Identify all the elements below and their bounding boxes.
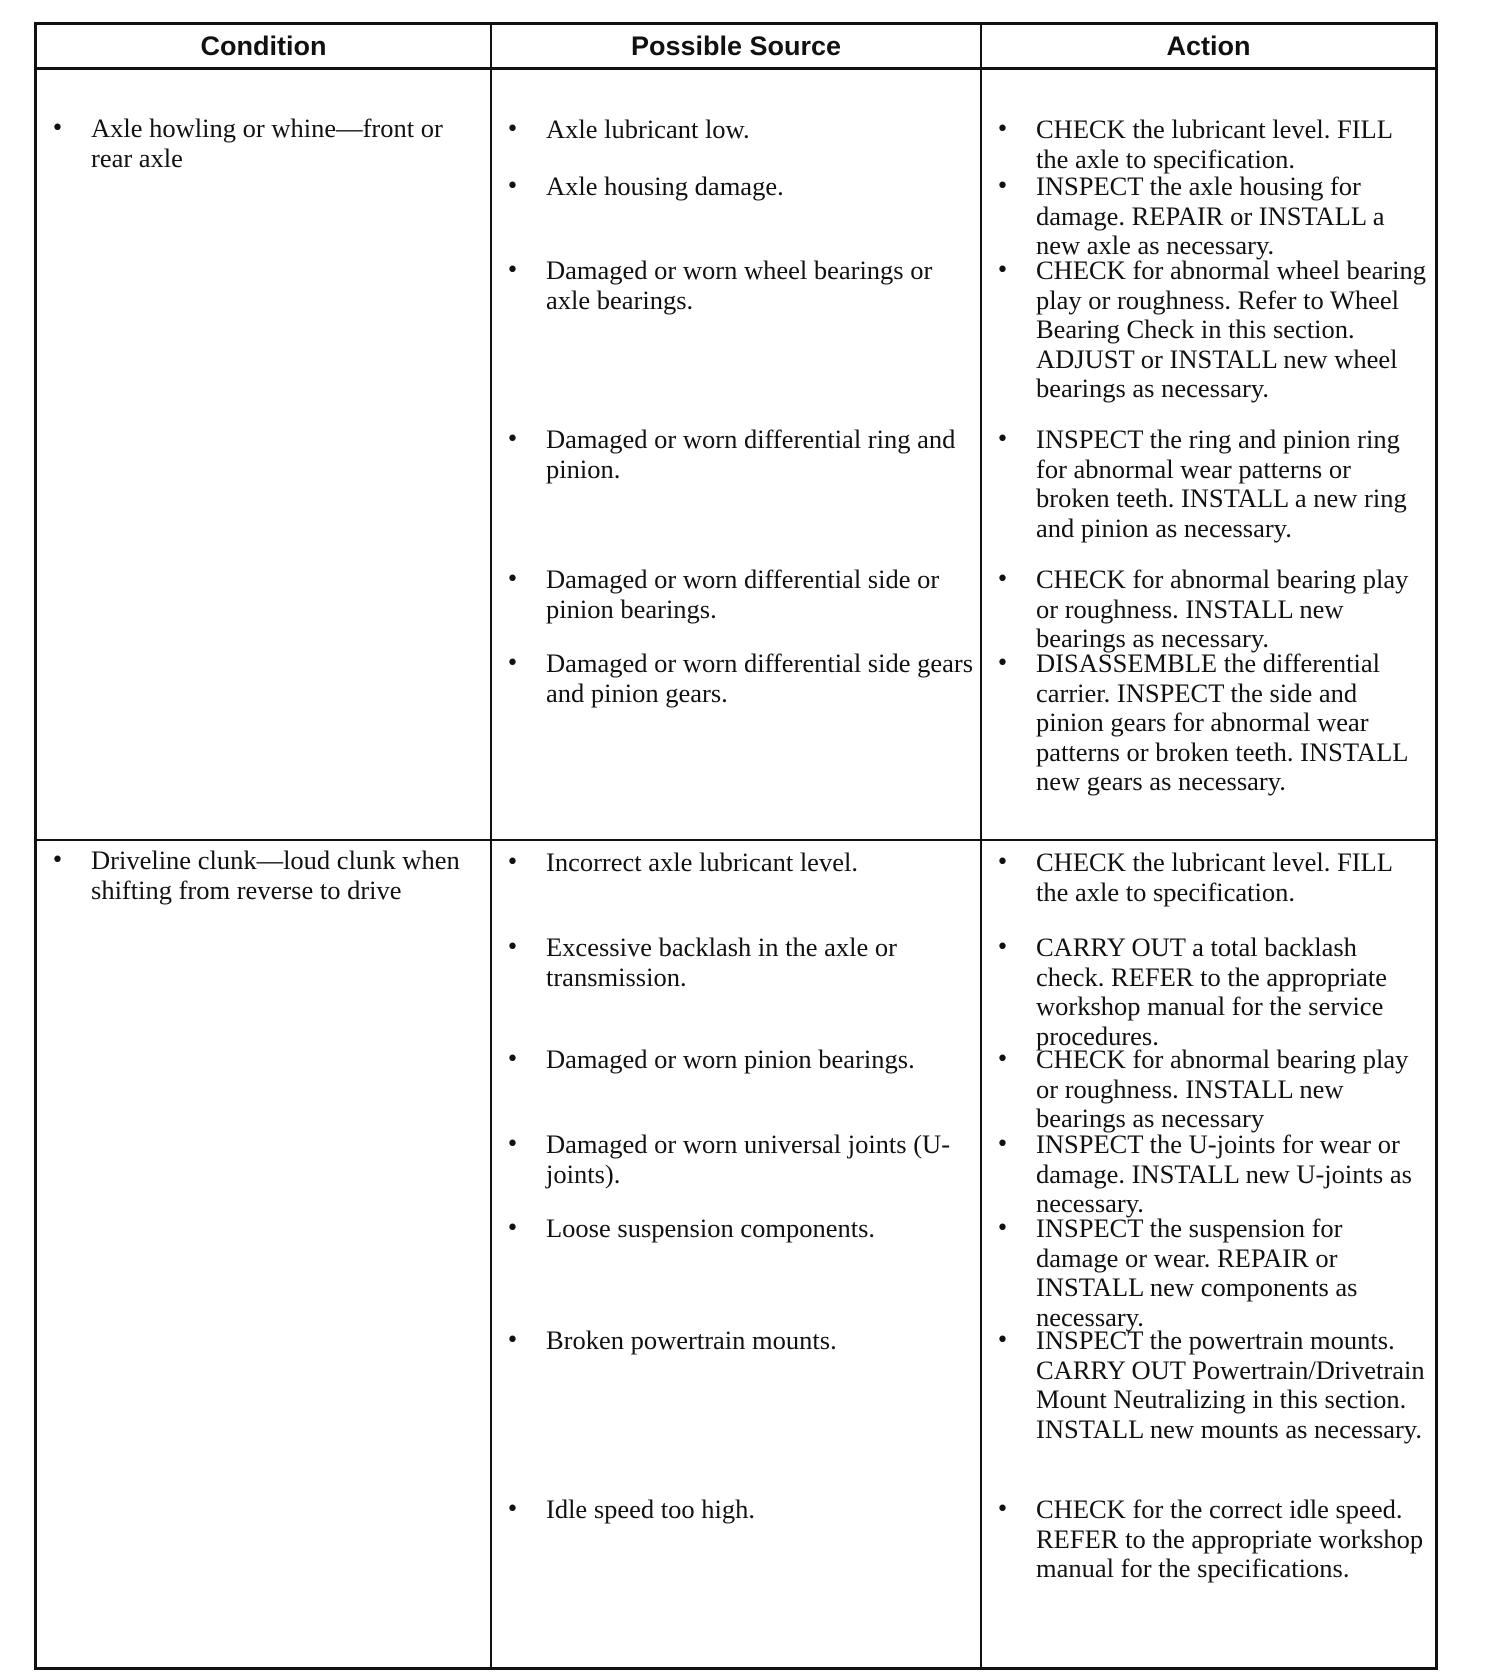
action-cell [982,70,1435,839]
action-item: • CHECK for abnormal bearing play or roughness. INSTALL new bearings as necessary. [996,564,1409,653]
source-item: • Axle lubricant low. [506,114,750,144]
bullet-icon: • [996,1216,1009,1241]
bullet-icon: • [996,935,1009,960]
source-item: • Broken powertrain mounts. [506,1325,837,1355]
bullet-icon: • [51,116,64,141]
action-item: • INSPECT the axle housing for damage. REPAIR or INSTALL a new axle as necessary. [996,171,1385,260]
action-item: • CHECK the lubricant level. FILL the axle to specification. [996,114,1392,174]
source-item: • Damaged or worn differential side gears and pinion gears. [506,648,974,708]
condition-item: • Axle howling or whine—front or rear axle [51,113,443,173]
action-item: • CHECK the lubricant level. FILL the axle to specification. [996,847,1392,907]
action-cell [982,841,1435,1667]
source-item: • Idle speed too high. [506,1494,756,1524]
source-item: • Damaged or worn universal joints (U-joints). [506,1129,951,1189]
bullet-icon: • [506,1328,519,1353]
bullet-icon: • [506,174,519,199]
bullet-icon: • [506,258,519,283]
bullet-icon: • [996,850,1009,875]
bullet-icon: • [506,1497,519,1522]
bullet-icon: • [996,258,1009,283]
header-action: Action [1166,30,1251,61]
bullet-icon: • [506,1047,519,1072]
bullet-icon: • [51,848,64,873]
bullet-icon: • [506,117,519,142]
source-item: • Damaged or worn differential ring and pinion. [506,424,956,484]
table-row [37,70,1435,841]
source-cell [492,841,982,1667]
condition-cell [37,841,492,1667]
action-item: • DISASSEMBLE the differential carrier. INSPECT the side and pinion gears for abnormal wear patterns or broken teeth. INSTALL new gears as necessary. [996,648,1408,796]
source-item: • Loose suspension components. [506,1213,876,1243]
bullet-icon: • [506,850,519,875]
bullet-icon: • [996,427,1009,452]
bullet-icon: • [506,567,519,592]
source-item: • Excessive backlash in the axle or transmission. [506,932,897,992]
diagnosis-table [34,22,1438,1670]
action-item: • CHECK for abnormal bearing play or roughness. INSTALL new bearings as necessary [996,1044,1409,1133]
table-row [37,841,1435,1667]
condition-item: • Driveline clunk—loud clunk when shifting from reverse to drive [51,845,460,905]
source-cell [492,70,982,839]
bullet-icon: • [506,427,519,452]
header-possible-source: Possible Source [492,25,982,67]
header-condition: Condition [37,25,492,67]
source-item: • Damaged or worn wheel bearings or axle bearings. [506,255,933,315]
condition-cell [37,70,492,839]
bullet-icon: • [996,1047,1009,1072]
bullet-icon: • [996,174,1009,199]
bullet-icon: • [506,1216,519,1241]
source-item: • Incorrect axle lubricant level. [506,847,858,877]
bullet-icon: • [996,1497,1009,1522]
bullet-icon: • [996,117,1009,142]
bullet-icon: • [996,567,1009,592]
bullet-icon: • [506,651,519,676]
bullet-icon: • [996,651,1009,676]
action-item: • INSPECT the ring and pinion ring for abnormal wear patterns or broken teeth. INSTALL a new ring and pinion as necessary. [996,424,1407,543]
table-header [37,25,1435,70]
bullet-icon: • [996,1328,1009,1353]
action-item: • CHECK for abnormal wheel bearing play or roughness. Refer to Wheel Bearing Check in this section. ADJUST or INSTALL new wheel bearings as necessary. [996,255,1427,403]
source-item: • Damaged or worn pinion bearings. [506,1044,915,1074]
action-item: • INSPECT the powertrain mounts. CARRY OUT Powertrain/Drivetrain Mount Neutralizing in this section. INSTALL new mounts as necessary. [996,1325,1425,1444]
bullet-icon: • [506,1132,519,1157]
source-item: • Damaged or worn differential side or pinion bearings. [506,564,940,624]
action-item: • CARRY OUT a total backlash check. REFER to the appropriate workshop manual for the service procedures. [996,932,1388,1051]
action-item: • INSPECT the suspension for damage or wear. REPAIR or INSTALL new components as necessary. [996,1213,1358,1332]
source-item: • Axle housing damage. [506,171,784,201]
bullet-icon: • [996,1132,1009,1157]
bullet-icon: • [506,935,519,960]
action-item: • INSPECT the U-joints for wear or damage. INSTALL new U-joints as necessary. [996,1129,1412,1218]
action-item: • CHECK for the correct idle speed. REFER to the appropriate workshop manual for the specifications. [996,1494,1424,1583]
